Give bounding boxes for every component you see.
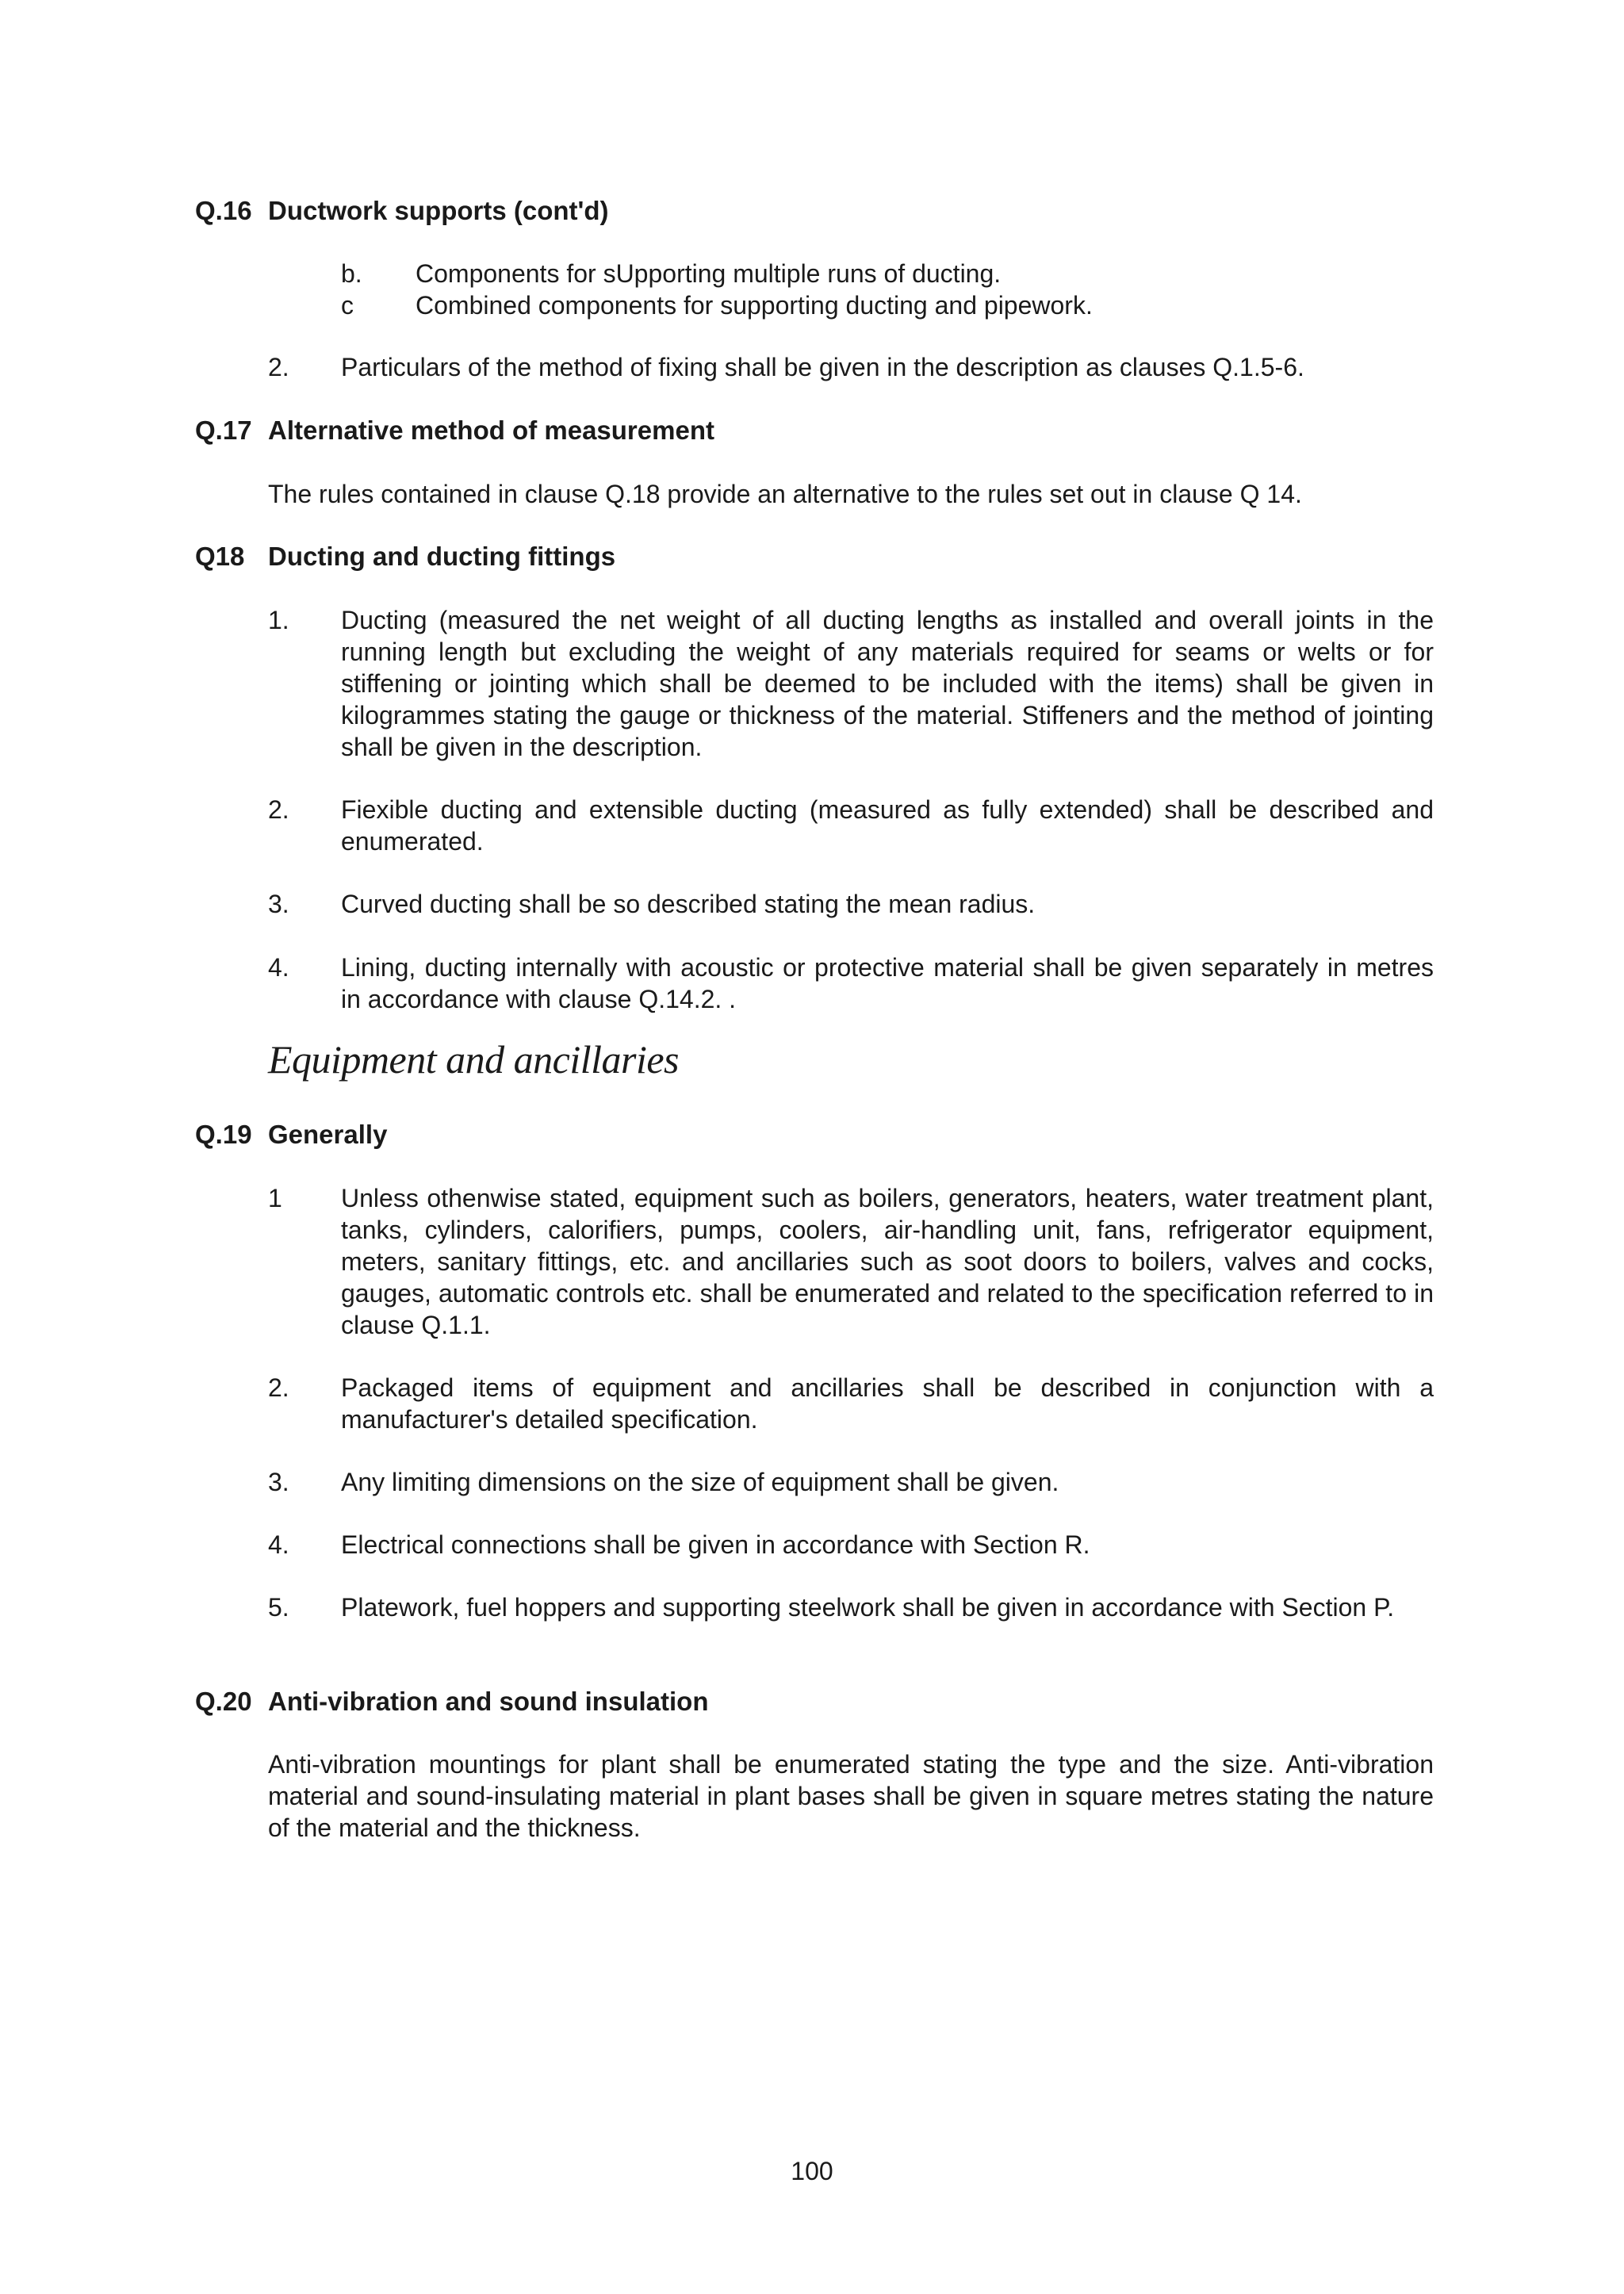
clause-title: Ductwork supports (cont'd) bbox=[268, 196, 609, 225]
clause-number: Q.20 bbox=[195, 1687, 252, 1716]
item-label: 3. bbox=[268, 1468, 289, 1496]
clause-heading-q17 bbox=[195, 415, 1432, 446]
list-item-q19-4 bbox=[268, 1529, 1434, 1561]
list-item-q19-5 bbox=[268, 1591, 1434, 1623]
item-label: 1 bbox=[268, 1184, 282, 1212]
list-item-q16-c bbox=[341, 289, 1419, 321]
page-number: 100 bbox=[791, 2157, 833, 2185]
clause-number: Q.16 bbox=[195, 196, 252, 225]
item-text: Lining, ducting internally with acoustic or protective material shall be given separately in metres in accordance with clause Q.14.2. . bbox=[341, 953, 1434, 1013]
item-text: Unless othenwise stated, equipment such as boilers, generators, heaters, water treatment plant, tanks, cylinders, calorifiers, pumps, coolers, air-handling unit, fans, refrigerator equipment, meters, sanitary fittings, etc. and ancillaries such as soot doors to boilers, valves and cocks, gauges, automatic controls etc. shall be enumerated and related to the specification referred to in clause Q.1.1. bbox=[341, 1184, 1434, 1339]
item-text: Any limiting dimensions on the size of equipment shall be given. bbox=[341, 1468, 1059, 1496]
list-item-q18-3 bbox=[268, 888, 1434, 920]
list-item-q16-2 bbox=[268, 351, 1434, 383]
item-text: Components for sUpporting multiple runs of ducting. bbox=[416, 259, 1002, 288]
list-item-q19-3 bbox=[268, 1466, 1434, 1498]
item-text: Fiexible ducting and extensible ducting (measured as fully extended) shall be described and enumerated. bbox=[341, 795, 1434, 856]
clause-title: Anti-vibration and sound insulation bbox=[268, 1687, 709, 1716]
paragraph-q17: The rules contained in clause Q.18 provide an alternative to the rules set out in clause Q 14. bbox=[268, 480, 1302, 508]
item-text: Electrical connections shall be given in accordance with Section R. bbox=[341, 1530, 1090, 1559]
list-item-q19-2 bbox=[268, 1372, 1434, 1435]
item-label: 1. bbox=[268, 606, 289, 634]
list-item-q18-4 bbox=[268, 952, 1434, 1015]
item-text: Curved ducting shall be so described stating the mean radius. bbox=[341, 890, 1036, 918]
item-label: 2. bbox=[268, 795, 289, 824]
item-label: b. bbox=[341, 259, 362, 288]
section-title: Equipment and ancillaries bbox=[268, 1037, 679, 1082]
item-label: 4. bbox=[268, 953, 289, 982]
clause-heading-q20 bbox=[195, 1686, 1432, 1718]
clause-number: Q18 bbox=[195, 542, 245, 571]
item-text: Combined components for supporting ducting and pipework. bbox=[416, 291, 1093, 320]
list-item-q19-1 bbox=[268, 1182, 1434, 1341]
clause-title: Ducting and ducting fittings bbox=[268, 542, 616, 571]
clause-heading-q16 bbox=[195, 195, 1432, 227]
item-text: Packaged items of equipment and ancillaries shall be described in conjunction with a manufacturer's detailed specification. bbox=[341, 1373, 1434, 1434]
item-text: Ducting (measured the net weight of all ducting lengths as installed and overall joints in the running length but excluding the weight of any materials required for seams or welts or for stiffening or jointing which shall be deemed to be included with the items) shall be given in kilogrammes stating the gauge or thickness of the material. Stiffeners and the method of jointing shall be given in the description. bbox=[341, 606, 1434, 761]
item-label: c bbox=[341, 291, 354, 320]
list-item-q18-1 bbox=[268, 604, 1434, 763]
item-text: Platework, fuel hoppers and supporting steelwork shall be given in accordance with Section P. bbox=[341, 1593, 1395, 1622]
item-label: 3. bbox=[268, 890, 289, 918]
item-label: 2. bbox=[268, 1373, 289, 1402]
clause-number: Q.17 bbox=[195, 416, 252, 445]
item-label: 4. bbox=[268, 1530, 289, 1559]
list-item-q16-b bbox=[341, 258, 1419, 289]
clause-title: Alternative method of measurement bbox=[268, 416, 714, 445]
item-label: 2. bbox=[268, 353, 289, 381]
clause-heading-q19 bbox=[195, 1119, 1432, 1151]
list-item-q18-2 bbox=[268, 794, 1434, 857]
clause-heading-q18 bbox=[195, 541, 1432, 573]
item-label: 5. bbox=[268, 1593, 289, 1622]
item-text: Particulars of the method of fixing shall be given in the description as clauses Q.1.5-6. bbox=[341, 353, 1304, 381]
clause-title: Generally bbox=[268, 1120, 388, 1149]
clause-number: Q.19 bbox=[195, 1120, 252, 1149]
paragraph-q20: Anti-vibration mountings for plant shall be enumerated stating the type and the size. Anti-vibration material and sound-insulating material in plant bases shall be given in square metres stating the nature of the material and the thickness. bbox=[268, 1750, 1434, 1842]
